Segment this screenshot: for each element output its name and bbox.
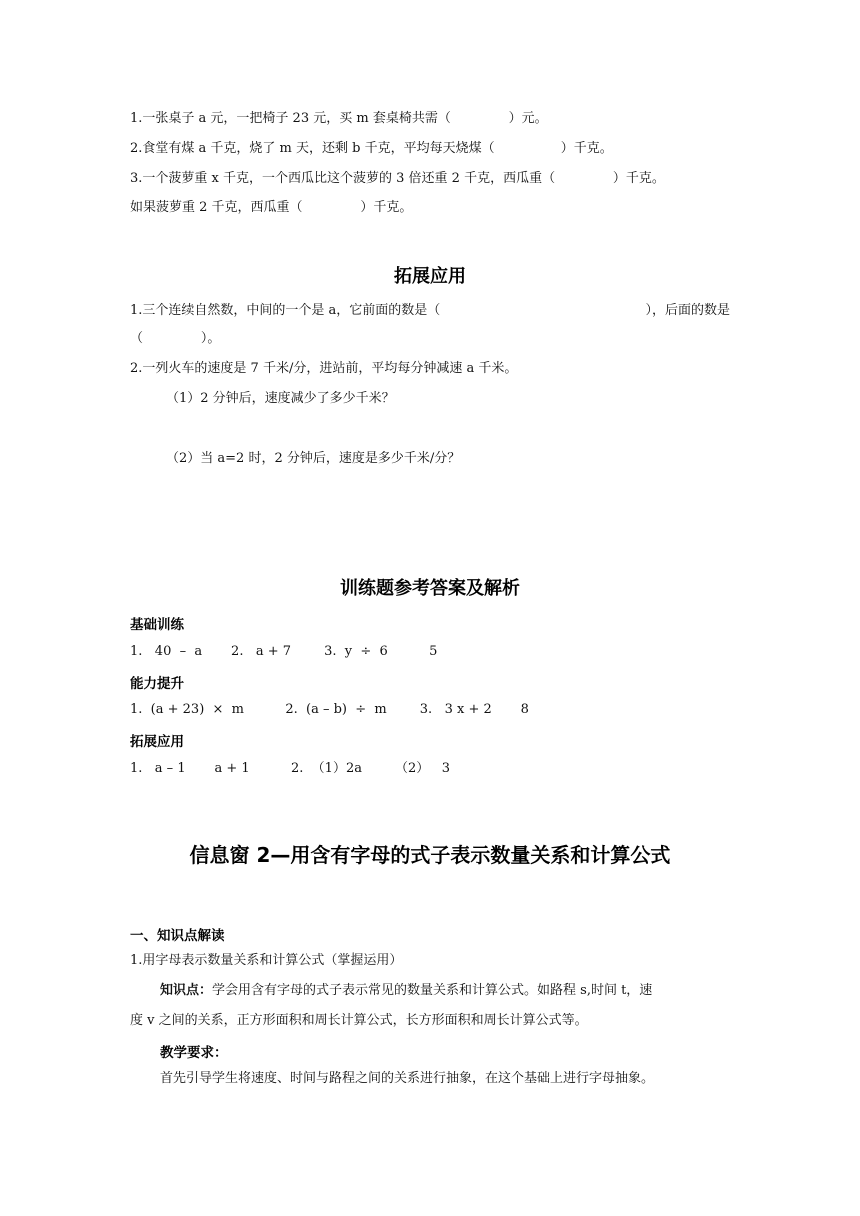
- extension-q2: 2.一列火车的速度是 7 千米/分，进站前，平均每分钟减速 a 千米。: [130, 361, 518, 376]
- answers-ability: 1. (a + 23) × m 2. (a – b) ÷ m 3. 3 x + 2 8: [130, 702, 529, 717]
- extension-q1-part1: 1.三个连续自然数，中间的一个是 a，它前面的数是（: [130, 303, 441, 318]
- extension-q2-1: （1）2 分钟后，速度减少了多少千米？: [166, 391, 395, 406]
- question-2: 2.食堂有煤 a 千克，烧了 m 天，还剩 b 千克，平均每天烧煤（ ）千克。: [130, 141, 613, 156]
- knowledge-point-label: 知识点：: [160, 983, 213, 998]
- answers-ext-label: 拓展应用: [130, 734, 184, 750]
- knowledge-section-heading: 一、知识点解读: [130, 928, 225, 944]
- question-3-followup: 如果菠萝重 2 千克，西瓜重（ ）千克。: [130, 200, 413, 215]
- answers-basic-label: 基础训练: [130, 617, 184, 633]
- window2-title: 信息窗 2—用含有字母的式子表示数量关系和计算公式: [189, 843, 671, 867]
- question-1: 1.一张桌子 a 元，一把椅子 23 元，买 m 套桌椅共需（ ）元。: [130, 111, 548, 126]
- question-3: 3.一个菠萝重 x 千克，一个西瓜比这个菠萝的 3 倍还重 2 千克，西瓜重（ ）千克。: [130, 171, 665, 186]
- knowledge-point-text-cont: 度 v 之间的关系，正方形面积和周长计算公式，长方形面积和周长计算公式等。: [130, 1013, 588, 1028]
- answers-basic: 1. 40 – a 2. a + 7 3. y ÷ 6 5: [130, 644, 438, 659]
- teaching-requirement-text: 首先引导学生将速度、时间与路程之间的关系进行抽象，在这个基础上进行字母抽象。: [160, 1071, 655, 1086]
- extension-q1-part2: ），后面的数是: [645, 303, 730, 318]
- answers-ext: 1. a – 1 a + 1 2. （1）2a （2） 3: [130, 761, 450, 776]
- knowledge-point-desc: [160, 982, 652, 1000]
- answers-ability-label: 能力提升: [130, 676, 184, 692]
- teaching-requirement-label: 教学要求：: [160, 1045, 228, 1061]
- knowledge-point-1: 1.用字母表示数量关系和计算公式（掌握运用）: [130, 953, 403, 968]
- extension-q1-line1: [130, 302, 730, 320]
- extension-title: 拓展应用: [394, 266, 466, 287]
- answers-title: 训练题参考答案及解析: [340, 578, 520, 599]
- extension-q2-2: （2）当 a=2 时，2 分钟后，速度是多少千米/分？: [166, 451, 461, 466]
- knowledge-point-text: 学会用含有字母的式子表示常见的数量关系和计算公式。如路程 s,时间 t，速: [212, 983, 653, 998]
- extension-q1-line2: （ ）。: [130, 331, 221, 346]
